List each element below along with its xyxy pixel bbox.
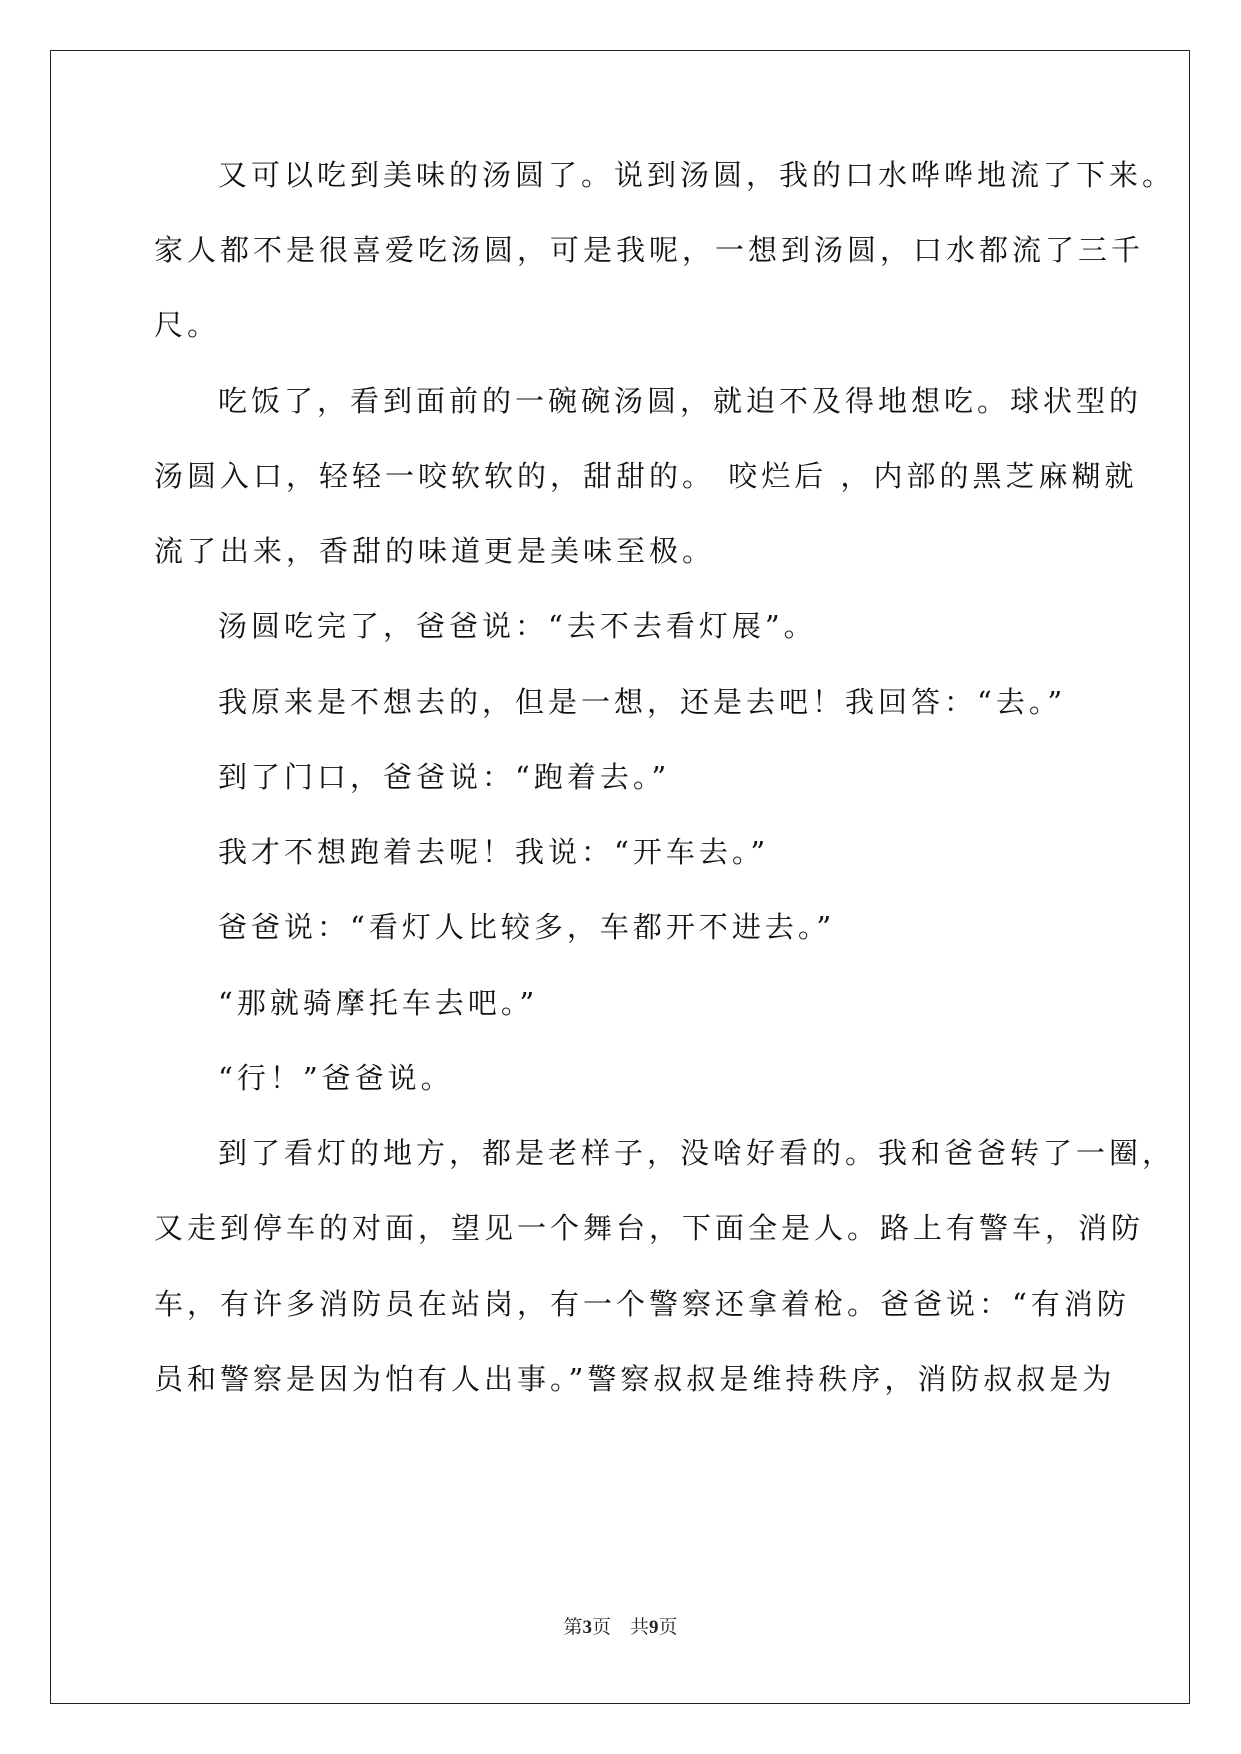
text-line: 车，有许多消防员在站岗，有一个警察还拿着枪。爸爸说：“有消防	[154, 1287, 1130, 1321]
text-line: 汤圆吃完了，爸爸说：“去不去看灯展”。	[218, 609, 817, 643]
footer-suffix: 页	[658, 1616, 678, 1638]
text-line: 又走到停车的对面，望见一个舞台，下面全是人。路上有警车，消防	[154, 1211, 1145, 1245]
text-line: 到了门口，爸爸说：“跑着去。”	[218, 760, 671, 794]
text-line: 汤圆入口，轻轻一咬软软的，甜甜的。 咬烂后 ，内部的黑芝麻糊就	[154, 459, 1138, 493]
footer-prefix: 第	[563, 1616, 583, 1638]
text-line: 员和警察是因为怕有人出事。”警察叔叔是维持秩序，消防叔叔是为	[154, 1362, 1116, 1396]
text-line: 家人都不是很喜爱吃汤圆，可是我呢，一想到汤圆，口水都流了三千	[154, 233, 1145, 267]
text-line: 到了看灯的地方，都是老样子，没啥好看的。我和爸爸转了一圈，	[218, 1136, 1176, 1170]
page-border	[50, 50, 1190, 1704]
current-page-number: 3	[582, 1617, 592, 1638]
footer-mid: 页 共	[591, 1616, 649, 1638]
total-pages-number: 9	[649, 1617, 659, 1638]
page-footer	[0, 1612, 1241, 1639]
text-line: 尺。	[154, 308, 221, 342]
text-line: “那就骑摩托车去吧。”	[218, 986, 539, 1020]
text-line: 我才不想跑着去呢！我说：“开车去。”	[218, 835, 770, 869]
text-line: 爸爸说：“看灯人比较多，车都开不进去。”	[218, 910, 836, 944]
text-line: 又可以吃到美味的汤圆了。说到汤圆，我的口水哗哗地流了下来。	[218, 158, 1176, 192]
text-line: “行！”爸爸说。	[218, 1061, 454, 1095]
text-line: 吃饭了，看到面前的一碗碗汤圆，就迫不及得地想吃。球状型的	[218, 384, 1143, 418]
text-line: 流了出来，香甜的味道更是美味至极。	[154, 534, 716, 568]
text-line: 我原来是不想去的，但是一想，还是去吧！我回答：“去。”	[218, 685, 1067, 719]
